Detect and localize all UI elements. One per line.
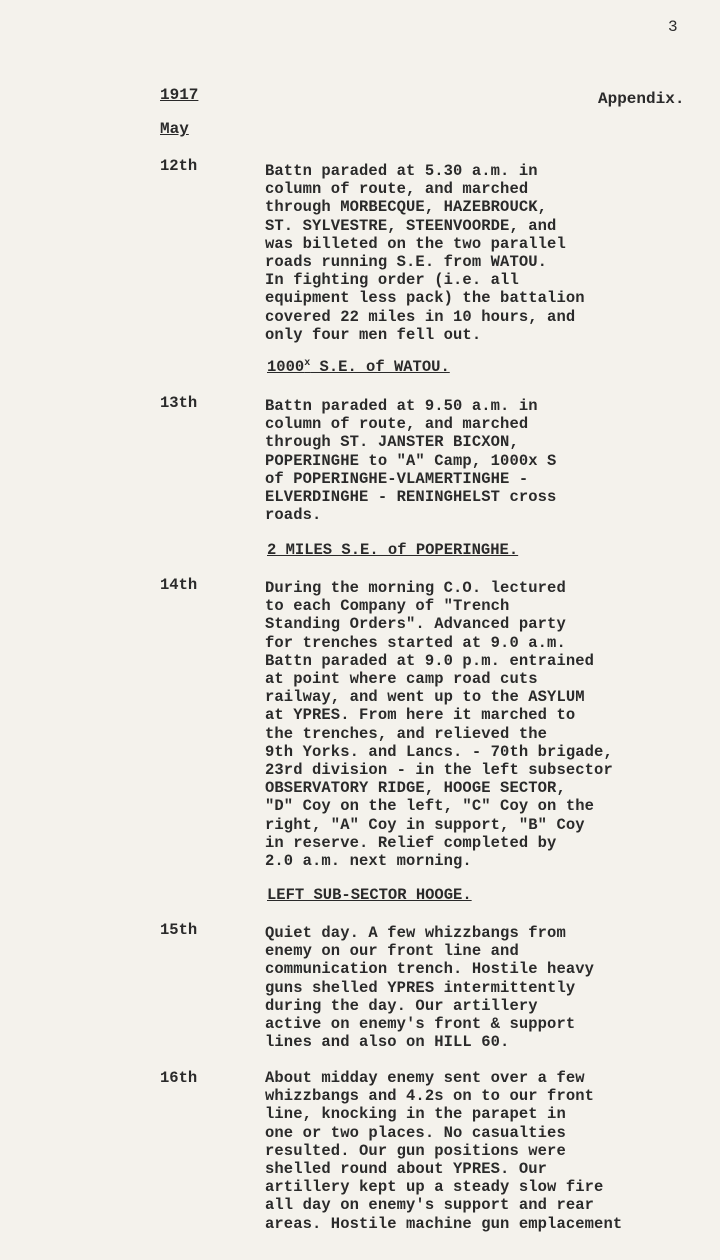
entry-date: 13th	[160, 394, 198, 412]
entry-date: 16th	[160, 1069, 198, 1087]
appendix-label: Appendix.	[598, 90, 685, 108]
location-heading: 2 MILES S.E. of POPERINGHE.	[267, 541, 519, 559]
entry-text: About midday enemy sent over a few whizzbangs and 4.2s on to our front line, knocking in the parapet in one or two places. No casualties resulted. Our gun positions were shelled round about YPRES. Our artillery kept up a steady slow fire all day on enemy's support and rear areas. Hostile machine gun emplacement	[265, 1069, 623, 1233]
year-heading: 1917	[160, 86, 199, 104]
entry-date: 12th	[160, 157, 198, 175]
month-heading: May	[160, 120, 189, 138]
page-number: 3	[668, 18, 678, 36]
entry-text: Battn paraded at 5.30 a.m. in column of route, and marched through MORBECQUE, HAZEBROUCK, ST. SYLVESTRE, STEENVOORDE, and was billeted on the two parallel roads running S.E. from WATOU. In fighting order (i.e. all equipment less pack) the battalion covered 22 miles in 10 hours, and only four men fell out.	[265, 162, 585, 344]
location-heading: LEFT SUB-SECTOR HOOGE.	[267, 886, 472, 904]
entry-text: Quiet day. A few whizzbangs from enemy on our front line and communication trench. Hostile heavy guns shelled YPRES intermittently during the day. Our artillery active on enemy's front & support lines and also on HILL 60.	[265, 924, 595, 1052]
entry-date: 15th	[160, 921, 198, 939]
location-heading: 1000$^x$ S.E. of WATOU.	[267, 357, 450, 376]
entry-text: During the morning C.O. lectured to each Company of "Trench Standing Orders". Advanced party for trenches started at 9.0 a.m. Battn paraded at 9.0 p.m. entrained at point where camp road cuts railway, and went up to the ASYLUM at YPRES. From here it marched to the trenches, and relieved the 9th Yorks. and Lancs. - 70th brigade, 23rd division - in the left subsector OBSERVATORY RIDGE, HOOGE SECTOR, "D" Coy on the left, "C" Coy on the right, "A" Coy in support, "B" Coy in reserve. Relief completed by 2.0 a.m. next morning.	[265, 579, 613, 871]
entry-date: 14th	[160, 576, 198, 594]
entry-text: Battn paraded at 9.50 a.m. in column of route, and marched through ST. JANSTER BICXON, POPERINGHE to "A" Camp, 1000x S of POPERINGHE-VLAMERTINGHE - ELVERDINGHE - RENINGHELST cross roads.	[265, 397, 557, 525]
